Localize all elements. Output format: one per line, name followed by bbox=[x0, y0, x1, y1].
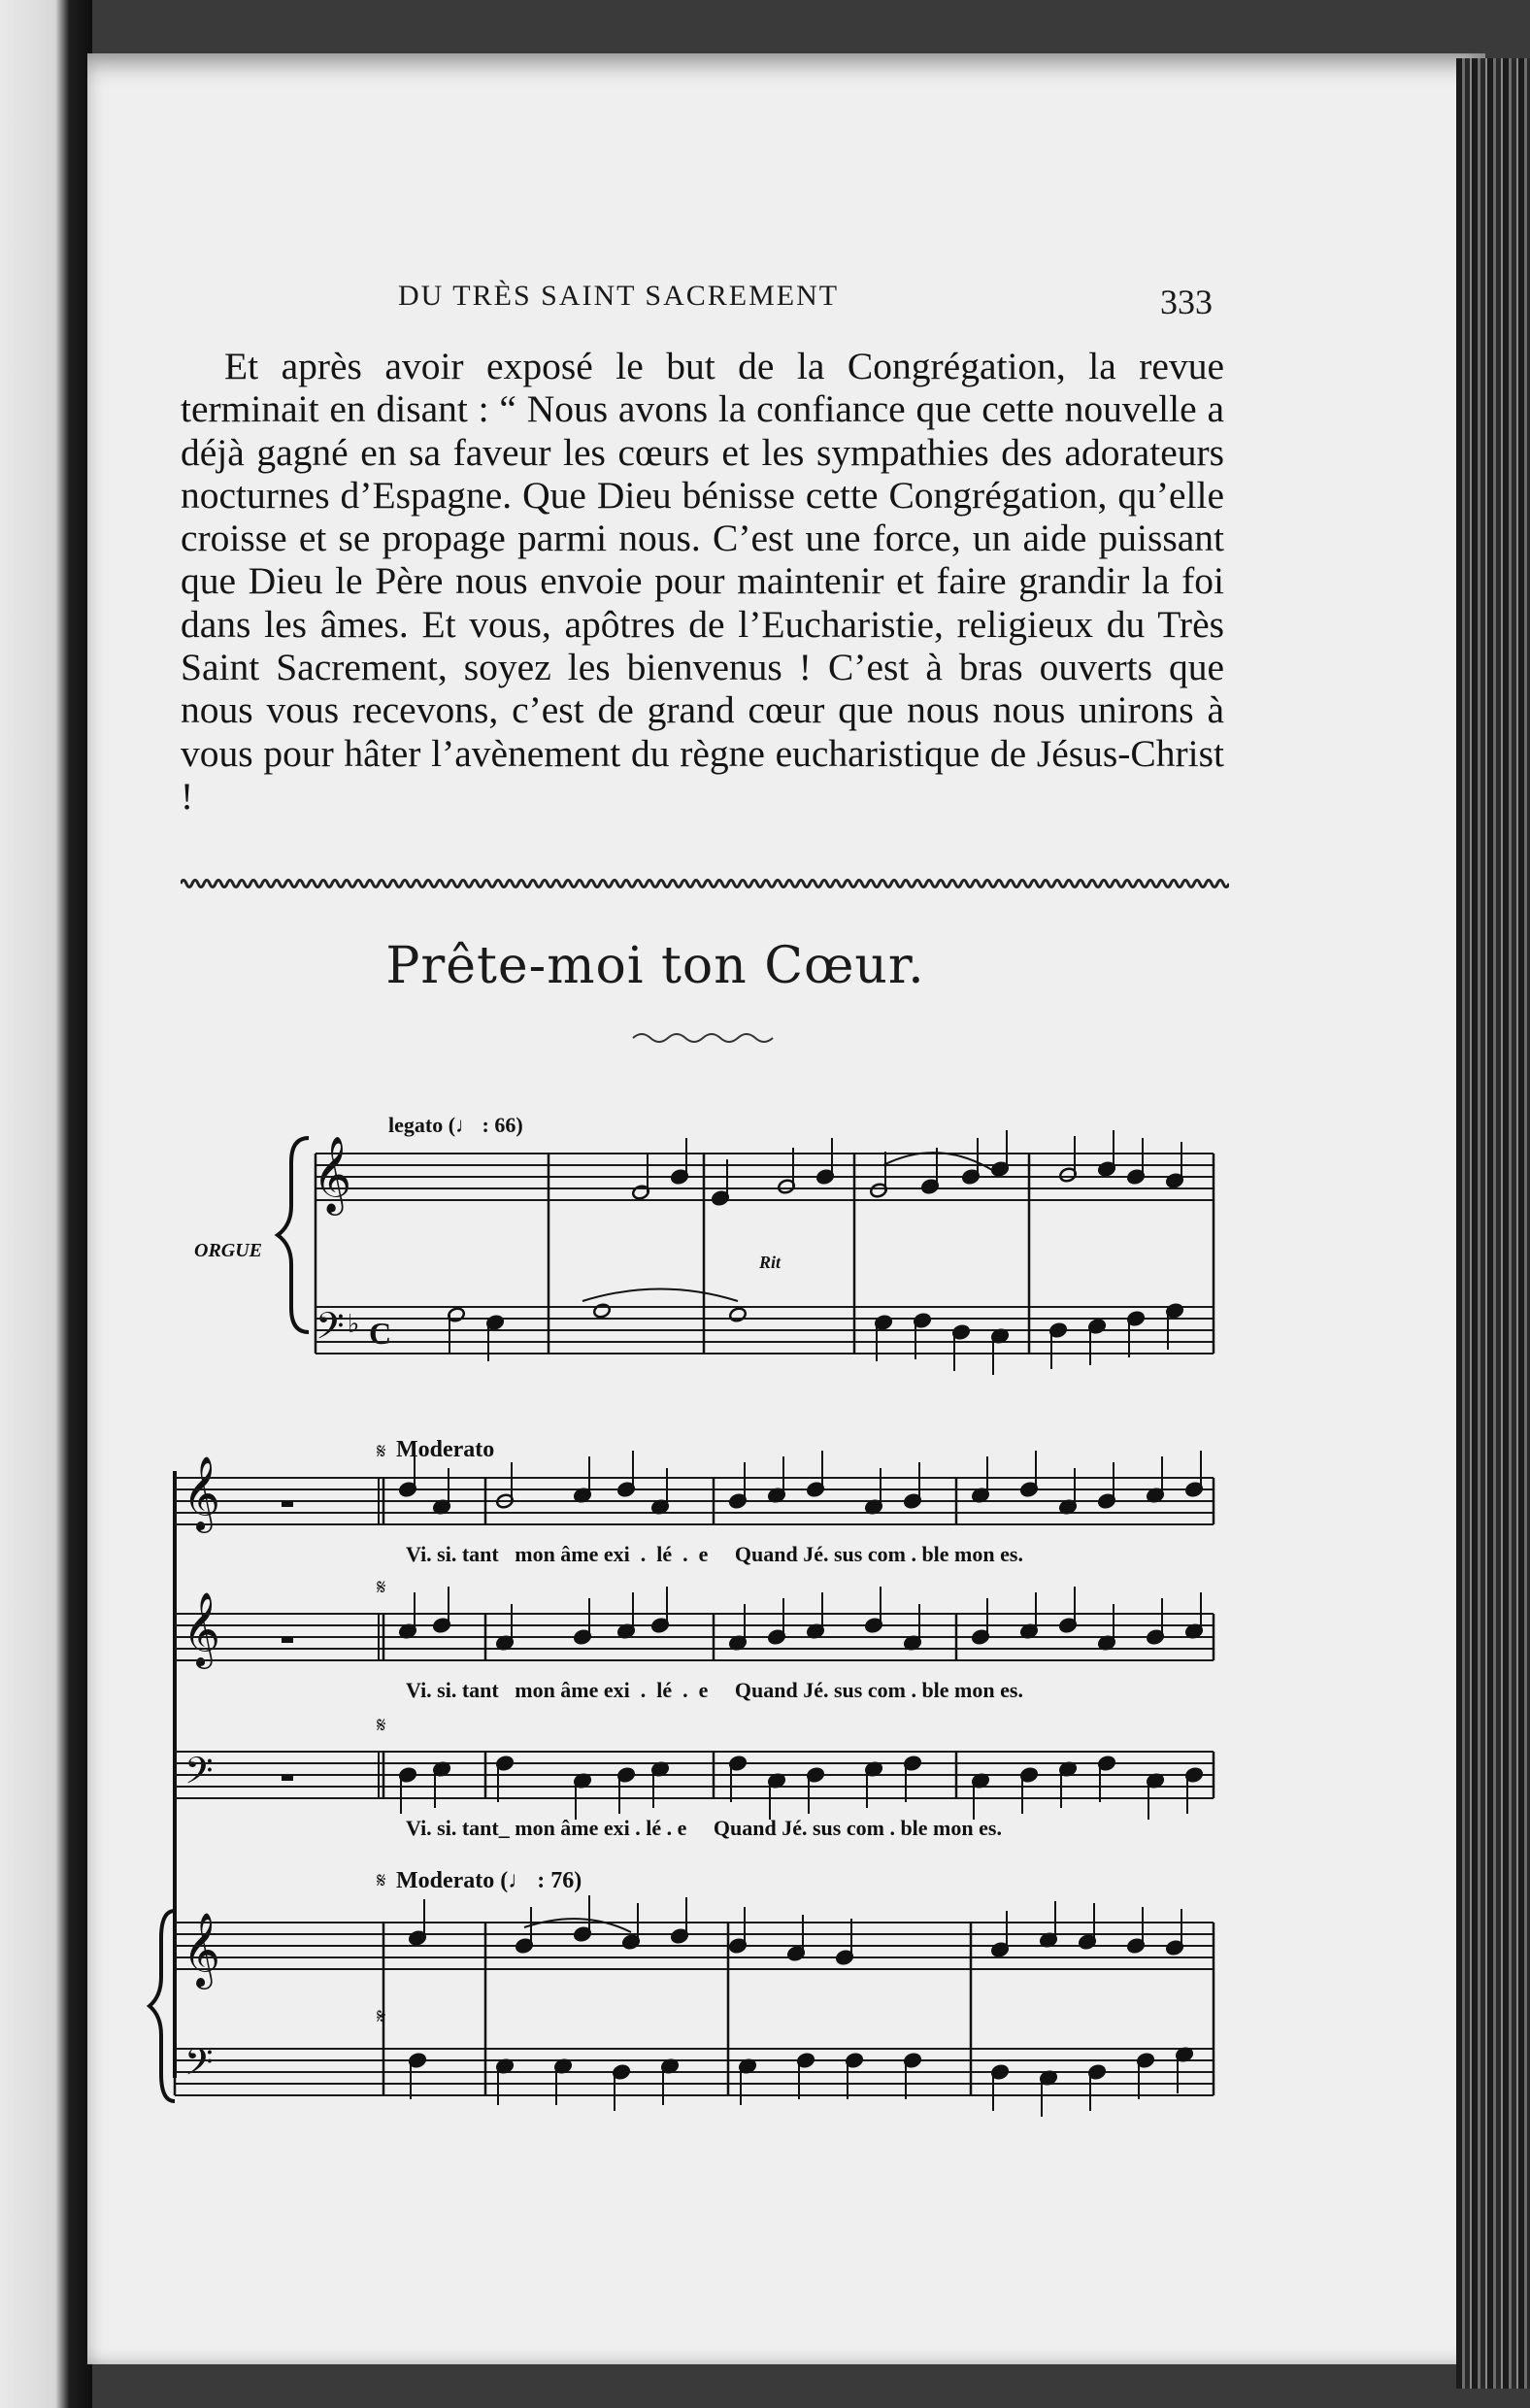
intro-tempo-label: legato (♩ : 66) bbox=[388, 1113, 523, 1137]
segno: 𝄋 bbox=[377, 1575, 386, 1599]
vocal-staff bbox=[175, 1478, 1214, 1524]
vocal-staff bbox=[175, 1614, 1214, 1660]
accomp-treble-staff bbox=[175, 1923, 1214, 1969]
common-time: C bbox=[369, 1316, 392, 1351]
flat-sign: ♭ bbox=[348, 1310, 360, 1338]
accomp-tempo-label: Moderato (♩ : 76) bbox=[396, 1868, 582, 1893]
tie bbox=[582, 1289, 738, 1302]
lyrics-line-2: Vi. si. tant mon âme exi . lé . e Quand Jé. sus com . ble mon es. bbox=[406, 1678, 1023, 1702]
lyrics-line-3: Vi. si. tant_ mon âme exi . lé . e Quand Jé. sus com . ble mon es. bbox=[406, 1816, 1002, 1840]
vocal-tempo-label: Moderato bbox=[396, 1437, 495, 1462]
running-head: DU TRÈS SAINT SACREMENT bbox=[398, 280, 840, 312]
song-title: Prête-moi ton Cœur. bbox=[385, 937, 925, 995]
accompaniment-system bbox=[150, 1868, 582, 2101]
treble-clef: 𝄞 bbox=[313, 1137, 352, 1211]
accomp-bass-staff bbox=[175, 2049, 1214, 2095]
segno: 𝄋 bbox=[377, 1439, 386, 1463]
instrument-label: ORGUE bbox=[194, 1240, 263, 1261]
body-paragraph: Et après avoir exposé le but de la Congrégation, la revue terminait en disant : “ Nous avons la confiance que cette nouvelle a déjà gagné en sa faveur les cœurs et les sympathies des adorateurs nocturnes d’Espagne. Que Dieu bénisse cette Congrégation, qu’elle croisse et se propage parmi nous. C’est une force, un aide puissant que Dieu le Père nous envoie pour maintenir et faire grandir la foi dans les âmes. Et vous, apôtres de l’Eucharistie, religieux du Très Saint Sacrement, soyez les bienvenus ! C’est à bras ouverts que nous vous recevons, c’est de grand cœur que nous nous unirons à vous pour hâter l’avènement du règne eucharistique de Jésus-Christ ! bbox=[181, 345, 1224, 818]
rest bbox=[282, 1637, 293, 1643]
vocal-staff bbox=[175, 1752, 1214, 1798]
rest bbox=[282, 1775, 293, 1781]
treble-clef: 𝄞 bbox=[183, 1915, 221, 1986]
vocal-system bbox=[175, 1437, 1023, 2078]
segno: 𝄋 bbox=[377, 1868, 386, 1892]
treble-clef: 𝄞 bbox=[183, 1594, 221, 1665]
bass-clef: 𝄢 bbox=[316, 1306, 345, 1355]
note bbox=[728, 1307, 747, 1323]
segno: 𝄋 bbox=[377, 2004, 386, 2028]
ritardando-mark: Rit bbox=[759, 1253, 782, 1272]
slur bbox=[883, 1153, 1000, 1175]
intro-treble-staff bbox=[316, 1154, 1214, 1200]
treble-clef: 𝄞 bbox=[183, 1458, 221, 1529]
page-number: 333 bbox=[1160, 283, 1213, 321]
segno: 𝄋 bbox=[377, 1713, 386, 1737]
rest bbox=[282, 1501, 293, 1507]
bass-clef: 𝄢 bbox=[184, 1751, 214, 1800]
bass-clef: 𝄢 bbox=[184, 2042, 214, 2091]
note bbox=[592, 1303, 611, 1320]
lyrics-line-1: Vi. si. tant mon âme exi . lé . e Quand Jé. sus com . ble mon es. bbox=[406, 1542, 1023, 1566]
